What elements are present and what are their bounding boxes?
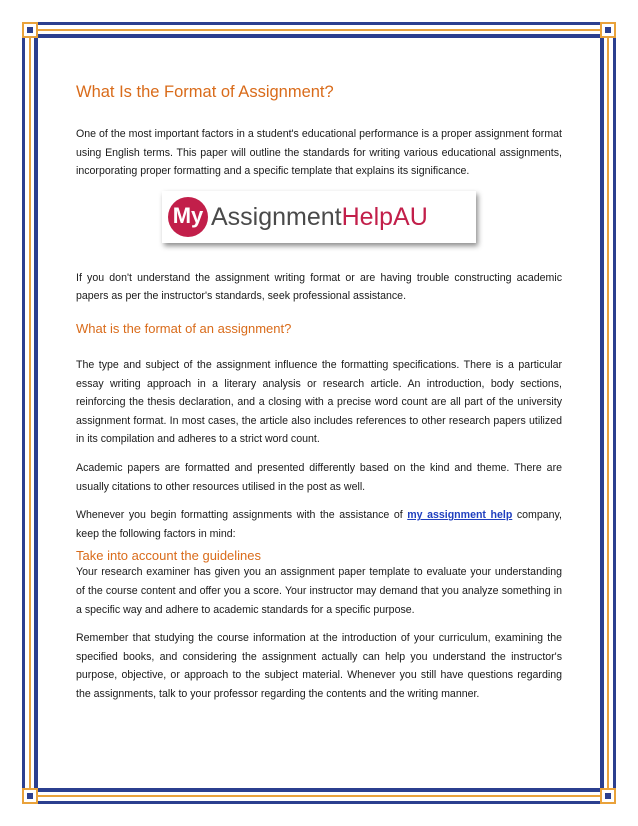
section-heading-format: What is the format of an assignment? <box>76 320 292 336</box>
help-paragraph: If you don't understand the assignment writing format or are having trouble constructing academic papers as per the instructor's standards, seek professional assistance. <box>76 271 562 303</box>
paragraph-whenever-after: company, keep the following factors in mind: <box>76 509 562 540</box>
paragraph-remember: Remember that studying the course information at the introduction of your curriculum, examining the specified books, and considering the assignment actually can help you understand the instructor's purpose, objective, or approach to the subject material. Whenever you still have questions regarding the assignments, talk to your professor regarding the contents and the writing manner. <box>76 632 562 700</box>
corner-ornament-bottom-right <box>600 788 616 804</box>
logo-text-accent: HelpAU <box>341 202 428 231</box>
corner-ornament-bottom-left <box>22 788 38 804</box>
logo-circle-badge: My <box>168 197 208 237</box>
paragraph-whenever <box>76 506 562 543</box>
logo-wordmark <box>211 202 428 232</box>
corner-ornament-top-left <box>22 22 38 38</box>
paragraph-research-examiner: Your research examiner has given you an assignment paper template to evaluate your understanding of the course content and offer you a score. Your instructor may demand that you analyze something in a specific way and adhere to academic standards for a specific purpose. <box>76 566 562 616</box>
paragraph-whenever-before: Whenever you begin formatting assignments with the assistance of <box>76 509 408 522</box>
my-assignment-help-link[interactable]: my assignment help <box>407 509 513 522</box>
intro-paragraph: One of the most important factors in a student's educational performance is a proper assignment format using English terms. This paper will outline the standards for writing various educational assignments, incorporating proper formatting and a specific template that explains its significance. <box>76 128 562 178</box>
corner-ornament-top-right <box>600 22 616 38</box>
brand-logo <box>162 191 476 243</box>
paragraph-type-subject: The type and subject of the assignment influence the formatting specifications. There is a particular essay writing approach in a literary analysis or research article. An introduction, body sections, reinforcing the thesis declaration, and a closing with a precise word count are all part of the university assignment format. In most cases, the article also includes references to other research papers utilized in its compilation and adheres to a strict word count. <box>76 358 562 446</box>
document-body <box>76 82 562 713</box>
page-title: What Is the Format of Assignment? <box>76 83 334 101</box>
section-heading-guidelines: Take into account the guidelines <box>76 548 262 564</box>
logo-container <box>76 191 562 243</box>
paragraph-academic-papers: Academic papers are formatted and presented differently based on the kind and theme. There are usually citations to other resources utilised in the post as well. <box>76 461 562 493</box>
logo-text-main: Assignment <box>211 202 342 231</box>
